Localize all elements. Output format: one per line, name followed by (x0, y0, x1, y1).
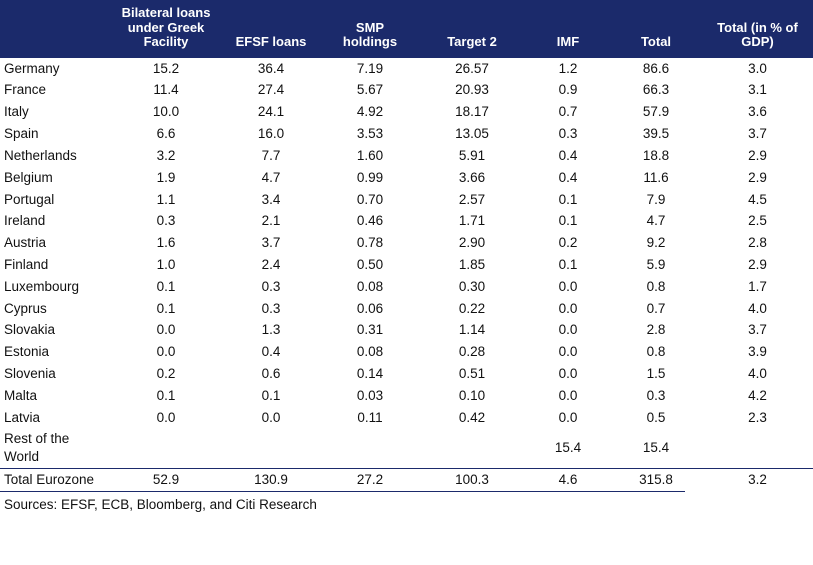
table-row (0, 385, 813, 407)
cell-total: 315.8 (610, 469, 702, 491)
cell-smp: 0.08 (356, 278, 384, 294)
table-body (0, 58, 813, 491)
table-row (0, 167, 813, 189)
cell-target2: 3.66 (458, 169, 486, 185)
cell-total: 0.5 (646, 409, 666, 425)
cell-bilateral: 0.1 (156, 387, 176, 403)
table-row (0, 79, 813, 101)
cell-pct: 3.7 (748, 322, 767, 338)
cell-efsf: 7.7 (261, 147, 281, 163)
cell-target2: 2.90 (458, 235, 486, 251)
cell-total: 15.4 (642, 440, 670, 456)
cell-imf: 0.0 (558, 387, 578, 403)
cell-country: Italy (4, 104, 29, 120)
cell-country: France (4, 82, 47, 98)
cell-total: 86.6 (642, 60, 670, 76)
cell-pct: 3.7 (748, 126, 767, 142)
cell-imf: 0.1 (558, 213, 578, 229)
cell-efsf: 0.3 (261, 278, 281, 294)
cell-total: 57.9 (642, 104, 670, 120)
cell-total: 4.7 (646, 213, 666, 229)
cell-pct: 2.9 (748, 147, 767, 163)
cell-smp: 0.06 (356, 300, 384, 316)
table-row (0, 341, 813, 363)
table-row (0, 58, 813, 80)
cell-bilateral: 0.1 (156, 300, 176, 316)
cell-pct: 3.0 (748, 60, 767, 76)
cell-total: 0.8 (646, 278, 666, 294)
cell-pct: 4.5 (748, 191, 767, 207)
cell-pct: 2.9 (748, 169, 767, 185)
cell-pct: 3.9 (748, 344, 767, 360)
cell-total: 1.5 (646, 366, 666, 382)
column-header-total-pct-gdp: Total (in % of GDP) (702, 0, 813, 58)
table-row (0, 145, 813, 167)
cell-country: Malta (4, 387, 38, 403)
cell-country: Ireland (4, 213, 46, 229)
cell-imf: 0.0 (558, 366, 578, 382)
cell-efsf: 0.0 (261, 409, 281, 425)
cell-efsf: 0.4 (261, 344, 281, 360)
column-header-smp-holdings: SMP holdings (322, 0, 418, 58)
cell-target2: 1.14 (458, 322, 486, 338)
cell-smp: 5.67 (356, 82, 384, 98)
cell-target2 (418, 428, 526, 468)
cell-country: Portugal (4, 191, 55, 207)
cell-target2: 5.91 (458, 147, 486, 163)
cell-smp: 0.78 (356, 235, 384, 251)
cell-total: 0.8 (646, 344, 666, 360)
cell-bilateral: 6.6 (156, 126, 176, 142)
cell-total: 9.2 (646, 235, 666, 251)
cell-bilateral: 11.4 (153, 82, 179, 98)
table-row (0, 254, 813, 276)
cell-imf: 0.4 (558, 147, 578, 163)
cell-efsf: 0.6 (261, 366, 281, 382)
cell-smp: 0.08 (356, 344, 384, 360)
cell-country: Slovenia (4, 366, 56, 382)
cell-smp: 4.92 (356, 104, 384, 120)
cell-bilateral: 0.1 (156, 278, 176, 294)
cell-target2: 20.93 (455, 82, 489, 98)
cell-pct: 3.2 (702, 469, 813, 491)
cell-smp: 0.50 (356, 256, 384, 272)
cell-country: Luxembourg (4, 278, 80, 294)
cell-country: Belgium (4, 169, 53, 185)
cell-target2: 1.85 (458, 256, 486, 272)
cell-imf: 0.0 (558, 300, 578, 316)
cell-imf: 0.9 (558, 82, 578, 98)
cell-target2: 0.28 (458, 344, 486, 360)
table-row (0, 407, 813, 429)
cell-smp: 0.46 (356, 213, 384, 229)
cell-bilateral: 0.0 (156, 409, 176, 425)
cell-target2: 0.42 (458, 409, 486, 425)
cell-total: 11.6 (643, 169, 669, 185)
cell-smp: 0.11 (357, 409, 383, 425)
cell-efsf: 27.4 (257, 82, 285, 98)
cell-pct: 2.5 (748, 213, 767, 229)
cell-imf: 0.0 (558, 278, 578, 294)
cell-efsf: 130.9 (220, 469, 322, 491)
cell-pct: 2.9 (748, 256, 767, 272)
column-header-country (0, 0, 112, 58)
cell-bilateral (112, 428, 220, 468)
cell-imf: 15.4 (554, 440, 582, 456)
cell-efsf (220, 428, 322, 468)
cell-pct (702, 428, 813, 468)
cell-total: 5.9 (646, 256, 666, 272)
cell-total: 2.8 (646, 322, 666, 338)
cell-efsf: 24.1 (257, 104, 285, 120)
cell-imf: 0.7 (558, 104, 578, 120)
cell-country: Germany (4, 60, 60, 76)
cell-target2: 0.30 (458, 278, 486, 294)
cell-bilateral: 0.0 (156, 322, 176, 338)
cell-target2: 26.57 (455, 60, 489, 76)
cell-efsf: 16.0 (257, 126, 285, 142)
cell-imf: 0.3 (558, 126, 578, 142)
cell-smp: 0.14 (356, 366, 384, 382)
cell-efsf: 0.3 (261, 300, 281, 316)
cell-target2: 18.17 (455, 104, 489, 120)
cell-pct: 2.3 (748, 409, 767, 425)
cell-target2: 13.05 (455, 126, 489, 142)
cell-total: 66.3 (642, 82, 670, 98)
cell-bilateral: 52.9 (112, 469, 220, 491)
cell-imf: 0.0 (558, 344, 578, 360)
cell-target2: 2.57 (458, 191, 486, 207)
cell-bilateral: 0.2 (156, 366, 176, 382)
cell-country: Rest of the World (4, 431, 70, 465)
cell-smp: 27.2 (322, 469, 418, 491)
cell-total: 0.7 (646, 300, 666, 316)
cell-pct: 4.0 (748, 366, 767, 382)
cell-target2: 0.51 (458, 366, 486, 382)
column-header-bilateral-loans: Bilateral loans under Greek Facility (112, 0, 220, 58)
cell-target2: 1.71 (458, 213, 486, 229)
cell-efsf: 0.1 (261, 387, 281, 403)
cell-target2: 0.10 (458, 387, 486, 403)
cell-country: Spain (4, 126, 39, 142)
cell-country: Total Eurozone (0, 469, 112, 491)
table-row (0, 189, 813, 211)
cell-bilateral: 10.0 (152, 104, 180, 120)
header-row (0, 0, 813, 58)
cell-country: Estonia (4, 344, 50, 360)
cell-bilateral: 0.3 (156, 213, 176, 229)
cell-country: Slovakia (4, 322, 56, 338)
cell-efsf: 36.4 (257, 60, 285, 76)
cell-imf: 0.1 (558, 191, 578, 207)
cell-country: Finland (4, 256, 49, 272)
cell-country: Latvia (4, 409, 41, 425)
cell-smp: 0.31 (356, 322, 384, 338)
cell-country: Cyprus (4, 300, 47, 316)
cell-smp: 0.99 (356, 169, 384, 185)
table-row (0, 298, 813, 320)
cell-imf: 0.0 (558, 409, 578, 425)
cell-target2: 100.3 (418, 469, 526, 491)
cell-smp (322, 428, 418, 468)
cell-smp: 3.53 (356, 126, 384, 142)
cell-total: 7.9 (646, 191, 666, 207)
cell-smp: 7.19 (356, 60, 384, 76)
cell-bilateral: 1.9 (156, 169, 176, 185)
cell-efsf: 2.1 (261, 213, 281, 229)
cell-smp: 0.70 (356, 191, 384, 207)
cell-imf: 0.1 (558, 256, 578, 272)
cell-efsf: 3.7 (261, 235, 281, 251)
cell-bilateral: 1.6 (156, 235, 176, 251)
cell-imf: 0.2 (558, 235, 578, 251)
cell-pct: 3.6 (748, 104, 767, 120)
cell-imf: 0.0 (558, 322, 578, 338)
table-row (0, 276, 813, 298)
cell-total: 18.8 (642, 147, 670, 163)
column-header-imf: IMF (526, 0, 610, 58)
cell-efsf: 2.4 (261, 256, 281, 272)
cell-pct: 2.8 (748, 235, 767, 251)
table-row (0, 363, 813, 385)
cell-bilateral: 1.1 (156, 191, 176, 207)
table-row-total-eurozone (0, 469, 813, 491)
table-header (0, 0, 813, 58)
cell-efsf: 1.3 (261, 322, 281, 338)
table-row (0, 101, 813, 123)
cell-total: 0.3 (646, 387, 666, 403)
table-row-rest-of-world (0, 428, 813, 468)
cell-smp: 0.03 (356, 387, 384, 403)
cell-bilateral: 15.2 (152, 60, 180, 76)
cell-bilateral: 1.0 (156, 256, 176, 272)
column-header-total: Total (610, 0, 702, 58)
cell-pct: 1.7 (748, 278, 767, 294)
cell-pct: 3.1 (748, 82, 767, 98)
cell-target2: 0.22 (458, 300, 486, 316)
cell-imf: 1.2 (558, 60, 578, 76)
cell-imf: 4.6 (526, 469, 610, 491)
cell-pct: 4.0 (748, 300, 767, 316)
table-row (0, 319, 813, 341)
cell-country: Austria (4, 235, 47, 251)
cell-total: 39.5 (642, 126, 670, 142)
table-row (0, 232, 813, 254)
cell-bilateral: 0.0 (156, 344, 176, 360)
cell-bilateral: 3.2 (156, 147, 176, 163)
cell-pct: 4.2 (748, 387, 767, 403)
source-note: Sources: EFSF, ECB, Bloomberg, and Citi Research (4, 496, 317, 512)
table-row (0, 210, 813, 232)
cell-efsf: 3.4 (261, 191, 281, 207)
table-row (0, 123, 813, 145)
cell-efsf: 4.7 (261, 169, 281, 185)
cell-country: Netherlands (4, 147, 77, 163)
column-header-efsf-loans: EFSF loans (220, 0, 322, 58)
cell-smp: 1.60 (356, 147, 384, 163)
cell-imf: 0.4 (558, 169, 578, 185)
column-header-target-2: Target 2 (418, 0, 526, 58)
